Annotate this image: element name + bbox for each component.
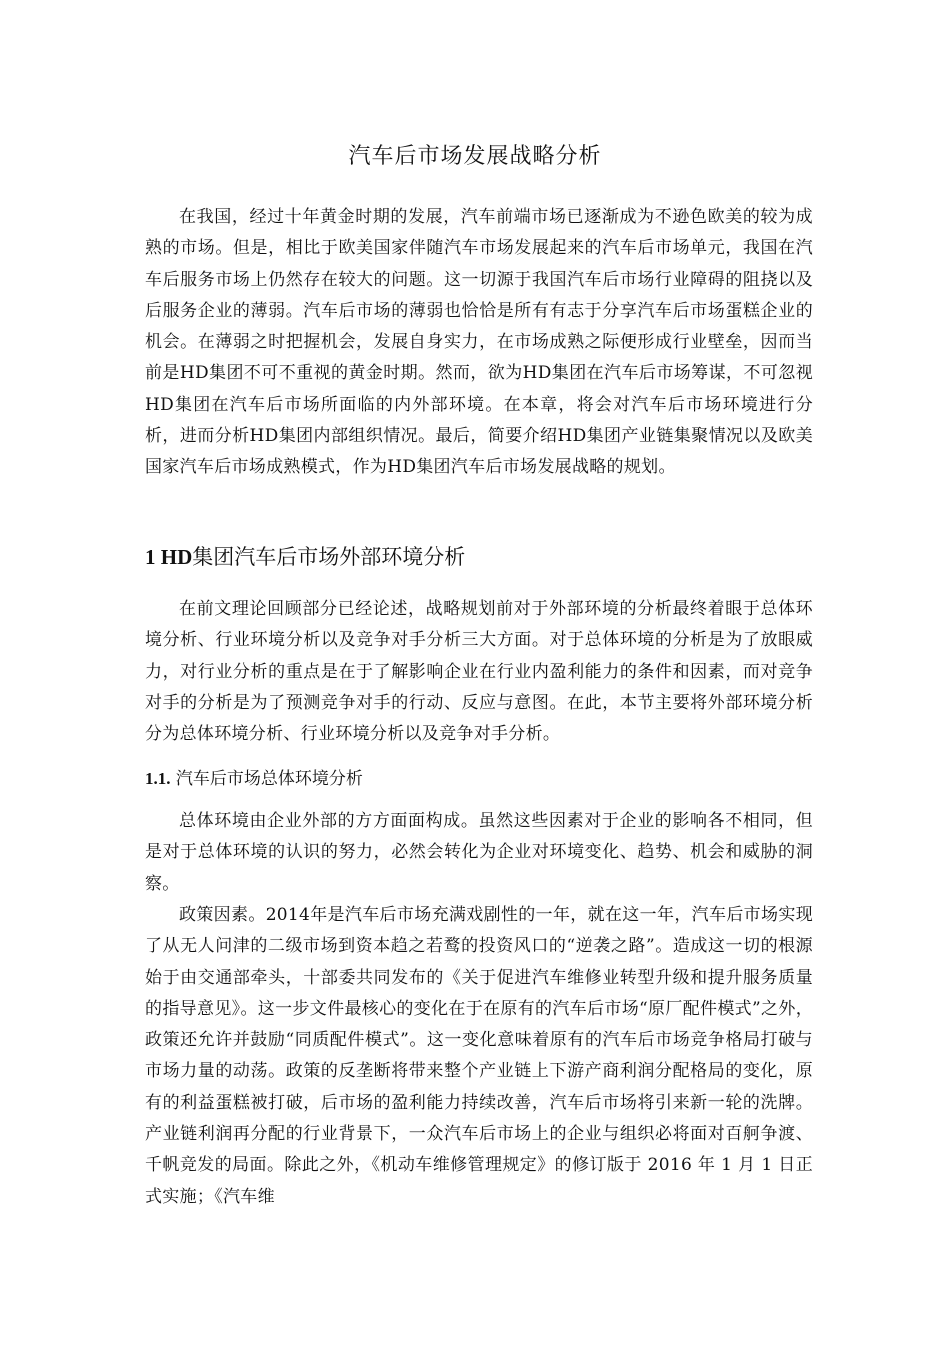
section-1-number: 1 HD [145, 545, 193, 569]
section-1-1-paragraph-2: 政策因素。2014年是汽车后市场充满戏剧性的一年，就在这一年，汽车后市场实现了从无人问津的二级市场到资本趋之若鹜的投资风口的“逆袭之路”。造成这一切的根源始于由交通部牵头，十部委共同发布的《关于促进汽车维修业转型升级和提升服务质量的指导意见》。这一步文件最核心的变化在于在原有的汽车后市场“原厂配件模式”之外，政策还允许并鼓励“同质配件模式”。这一变化意味着原有的汽车后市场竞争格局打破与市场力量的动荡。政策的反垄断将带来整个产业链上下游产商利润分配格局的变化，原有的利益蛋糕被打破，后市场的盈利能力持续改善，汽车后市场将引来新一轮的洗牌。产业链利润再分配的行业背景下，一众汽车后市场上的企业与组织必将面对百舸争渡、千帆竞发的局面。除此之外，《机动车维修管理规定》的修订版于 2016 年 1 月 1 日正式实施；《汽车维 [145, 905, 813, 1207]
section-1-1-number: 1.1. [145, 769, 171, 788]
section-1-1-paragraph-1: 总体环境由企业外部的方方面面构成。虽然这些因素对于企业的影响各不相同，但是对于总体环境的认识的努力，必然会转化为企业对环境变化、趋势、机会和威胁的洞察。 [145, 811, 813, 894]
document-title: 汽车后市场发展战略分析 [348, 144, 602, 169]
section-1-paragraph: 在前文理论回顾部分已经论述，战略规划前对于外部环境的分析最终着眼于总体环境分析、行业环境分析以及竞争对手分析三大方面。对于总体环境的分析是为了放眼威力，对行业分析的重点是在于了解影响企业在行业内盈利能力的条件和因素，而对竞争对手的分析是为了预测竞争对手的行动、反应与意图。在此，本节主要将外部环境分析分为总体环境分析、行业环境分析以及竞争对手分析。 [145, 599, 813, 745]
section-1-1-heading [145, 764, 813, 794]
section-1-title: 集团汽车后市场外部环境分析 [192, 545, 466, 569]
intro-paragraph: 在我国，经过十年黄金时期的发展，汽车前端市场已逐渐成为不逊色欧美的较为成熟的市场。但是，相比于欧美国家伴随汽车市场发展起来的汽车后市场单元，我国在汽车后服务市场上仍然存在较大的问题。这一切源于我国汽车后市场行业障碍的阻挠以及后服务企业的薄弱。汽车后市场的薄弱也恰恰是所有有志于分享汽车后市场蛋糕企业的机会。在薄弱之时把握机会，发展自身实力，在市场成熟之际便形成行业壁垒，因而当前是HD集团不可不重视的黄金时期。然而，欲为HD集团在汽车后市场筹谋，不可忽视HD集团在汽车后市场所面临的内外部环境。在本章，将会对汽车后市场环境进行分析，进而分析HD集团内部组织情况。最后，简要介绍HD集团产业链集聚情况以及欧美国家汽车后市场成熟模式，作为HD集团汽车后市场发展战略的规划。 [145, 207, 813, 478]
section-1-1-title: 汽车后市场总体环境分析 [175, 769, 363, 789]
section-1-heading [145, 541, 813, 573]
